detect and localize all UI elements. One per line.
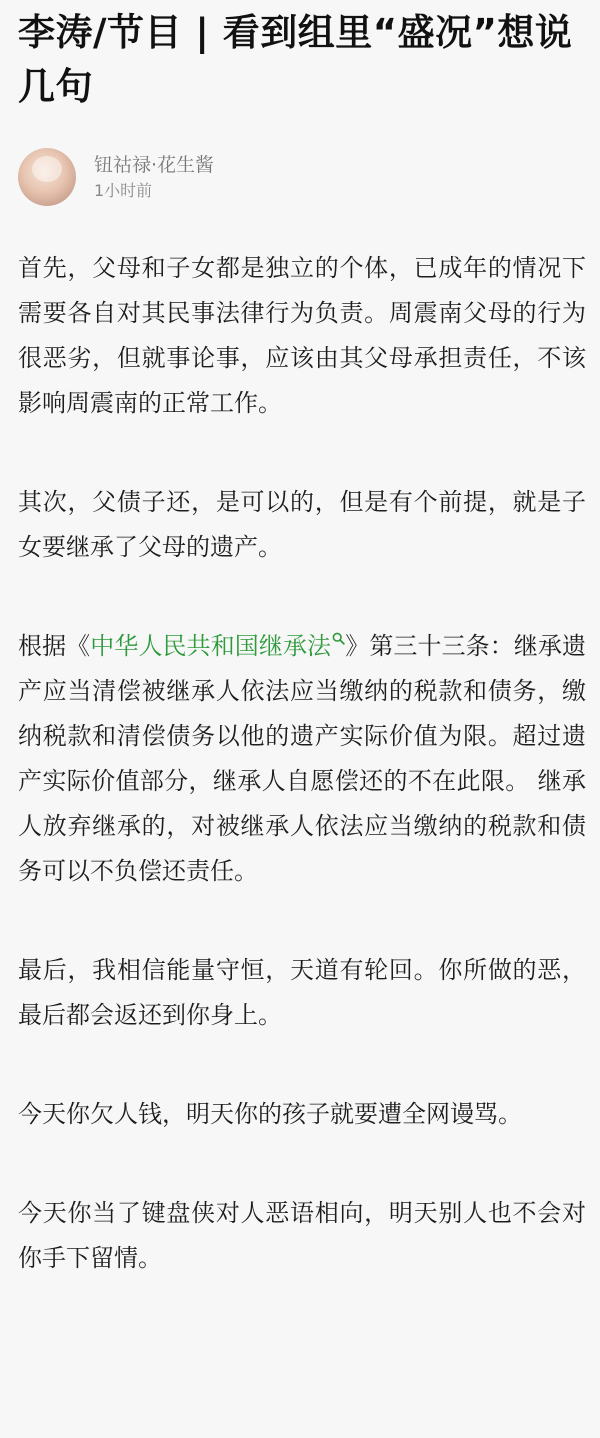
article-title: 李涛/节目 | 看到组里“盛况”想说几句	[18, 11, 573, 108]
avatar[interactable]	[18, 148, 76, 206]
article-body	[18, 246, 586, 1281]
paragraph-6: 今天你当了键盘侠对人恶语相向，明天别人也不会对你手下留情。	[18, 1199, 586, 1272]
law-link-label[interactable]: 中华人民共和国继承法	[90, 632, 332, 660]
paragraph-3-suffix: 》第三十三条：继承遗产应当清偿被继承人依法应当缴纳的税款和债务，缴纳税款和清偿债务以他的遗产实际价值为限。超过遗产实际价值部分，继承人自愿偿还的不在此限。 继承人放弃继承的，对被继承人依法应当缴纳的税款和债务可以不负偿还责任。	[18, 632, 587, 885]
paragraph-3-prefix: 根据《	[18, 632, 91, 660]
author-info	[94, 152, 214, 202]
search-icon[interactable]	[332, 632, 345, 645]
paragraph-3	[18, 624, 586, 894]
author-name[interactable]: 钮祜禄·花生酱	[94, 154, 215, 176]
post-timestamp: 1小时前	[94, 181, 153, 200]
paragraph-5: 今天你欠人钱，明天你的孩子就要遭全网谩骂。	[18, 1100, 522, 1128]
law-link[interactable]	[90, 632, 345, 660]
paragraph-2: 其次，父债子还，是可以的，但是有个前提，就是子女要继承了父母的遗产。	[18, 488, 586, 561]
author-row[interactable]	[18, 144, 586, 210]
paragraph-1: 首先，父母和子女都是独立的个体，已成年的情况下需要各自对其民事法律行为负责。周震南父母的行为很恶劣，但就事论事，应该由其父母承担责任，不该影响周震南的正常工作。	[18, 254, 586, 417]
paragraph-4: 最后，我相信能量守恒，天道有轮回。你所做的恶，最后都会返还到你身上。	[18, 956, 586, 1029]
